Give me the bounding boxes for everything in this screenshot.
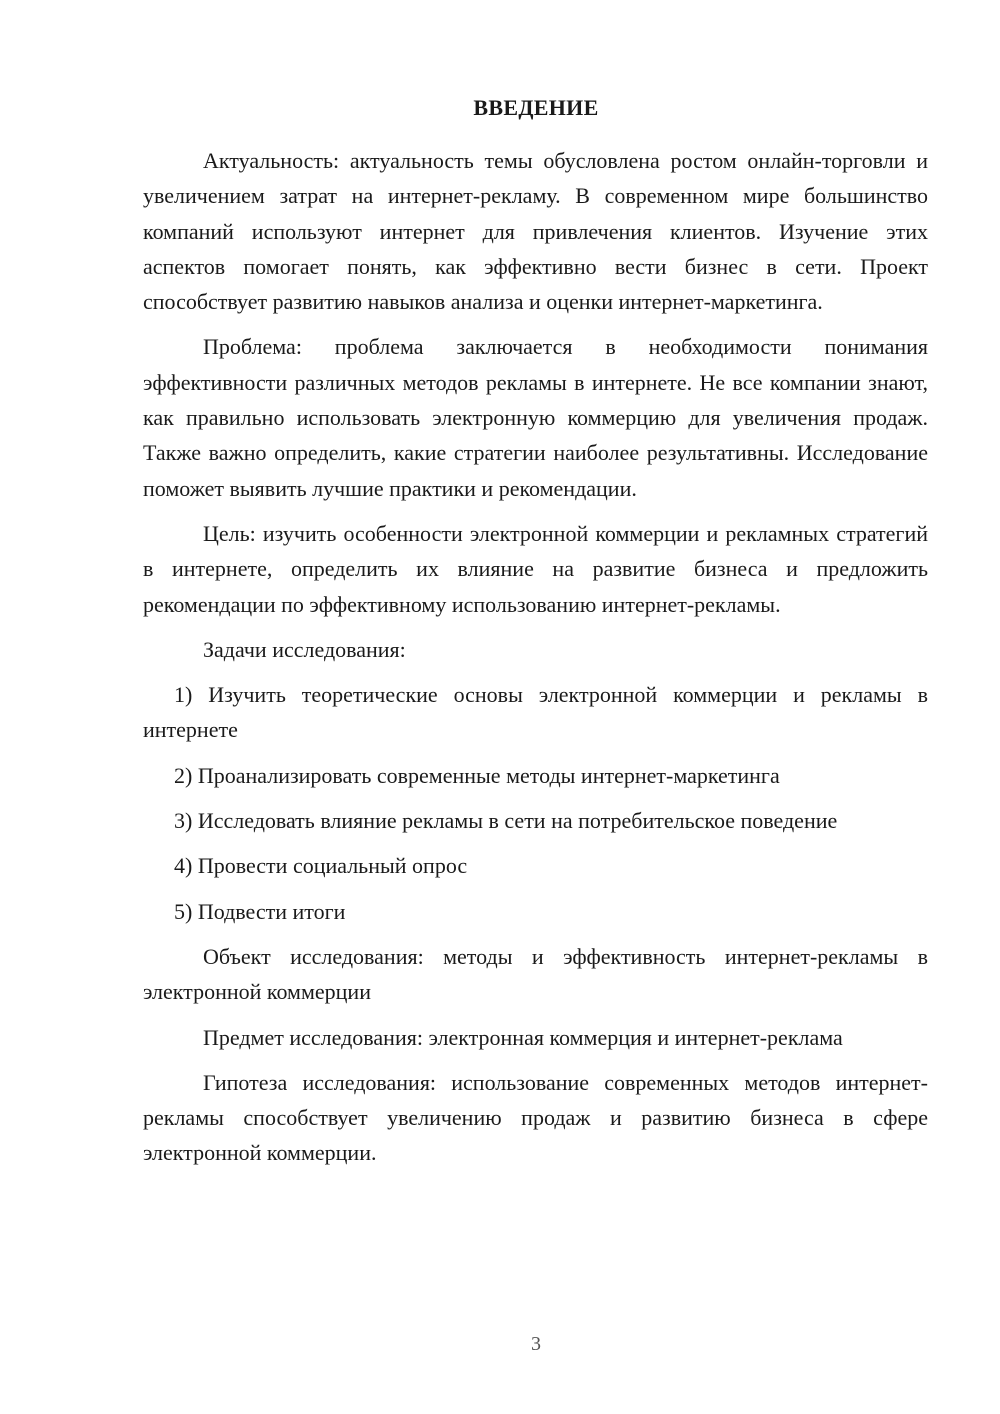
- paragraph-subject: Предмет исследования: электронная коммерция и интернет-реклама: [203, 1024, 843, 1050]
- paragraph-object: Объект исследования: методы и эффективность интернет-рекламы в электронной коммерции: [143, 943, 928, 1005]
- page-title: ВВЕДЕНИЕ: [473, 95, 599, 120]
- paragraph-goal: Цель: изучить особенности электронной коммерции и рекламных стратегий в интернете, определить их влияние на развитие бизнеса и предложить рекомендации по эффективному использованию интернет-рекламы.: [143, 520, 928, 617]
- task-item-4: 4) Провести социальный опрос: [174, 853, 468, 879]
- paragraph-problem: Проблема: проблема заключается в необходимости понимания эффективности различных методов рекламы в интернете. Не все компании знают, как правильно использовать электронную коммерцию для увеличения продаж. Также важно определить, какие стратегии наиболее результативны. Исследование поможет выявить лучшие практики и рекомендации.: [143, 334, 928, 501]
- page-number: 3: [531, 1333, 541, 1355]
- task-item-1: 1) Изучить теоретические основы электронной коммерции и рекламы в интернете: [143, 682, 928, 743]
- task-item-3: 3) Исследовать влияние рекламы в сети на потребительское поведение: [174, 808, 838, 834]
- paragraph-hypothesis: Гипотеза исследования: использование современных методов интернет-рекламы способствует увеличению продаж и развитию бизнеса в сфере электронной коммерции.: [143, 1069, 928, 1166]
- document-body: [143, 143, 928, 1181]
- task-item-2: 2) Проанализировать современные методы интернет-маркетинга: [174, 762, 780, 788]
- paragraph-tasks-heading: Задачи исследования:: [203, 636, 406, 662]
- paragraph-relevance: Актуальность: актуальность темы обусловлена ростом онлайн-торговли и увеличением затрат на интернет-рекламу. В современном мире большинство компаний используют интернет для привлечения клиентов. Изучение этих аспектов помогает понять, как эффективно вести бизнес в сети. Проект способствует развитию навыков анализа и оценки интернет-маркетинга.: [143, 148, 928, 315]
- task-item-5: 5) Подвести итоги: [174, 898, 346, 924]
